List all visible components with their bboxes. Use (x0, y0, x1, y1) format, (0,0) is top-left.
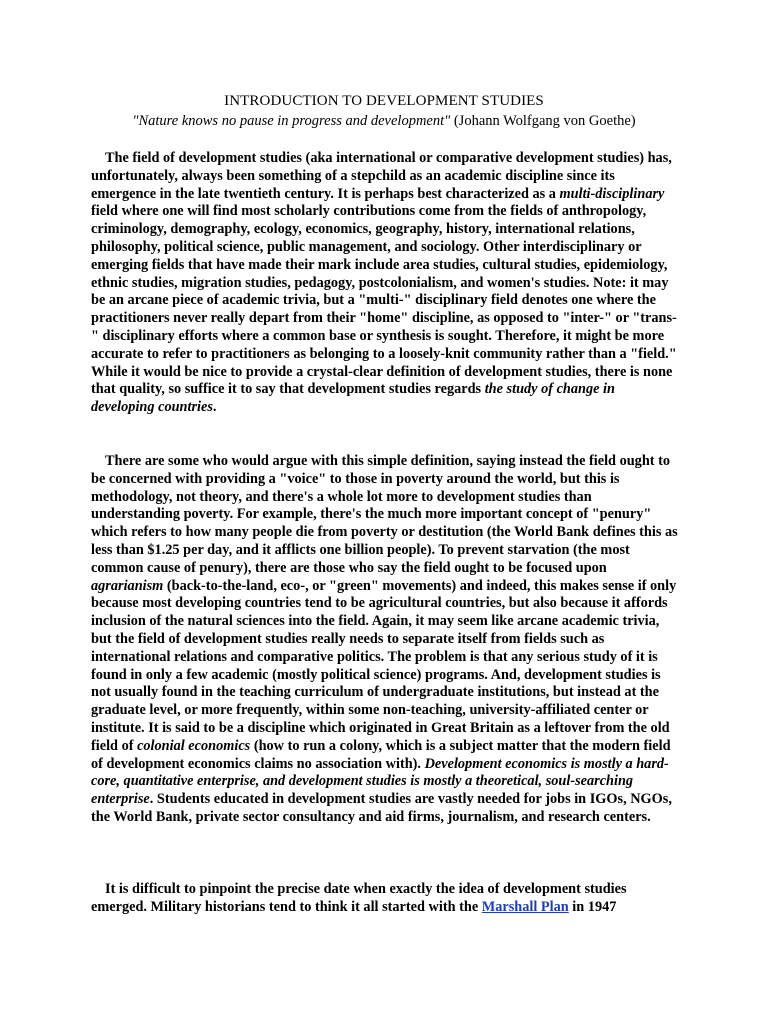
paragraph-1-segment: field where one will find most scholarly contributions come from the fields of anthropology, criminology, demography, ecology, economics, geography, history, international relations, philosophy, political science, public management, and sociology. Other interdisciplinary or emerging fields that have made their mark include area studies, cultural studies, epidemiology, ethnic studies, migration studies, pedagogy, postcolonialism, and women's studies. Note: it may be an arcane piece of academic trivia, but a "multi-" disciplinary field denotes one where the practitioners never really depart from their "home" discipline, as opposed to "inter-" or "trans-" disciplinary efforts where a common base or synthesis is sought. Therefore, it might be more accurate to refer to practitioners as belonging to a loosely-knit community rather than a "field." While it would be nice to provide a crystal-clear definition of development studies, there is none that quality, so suffice it to say that development studies regards (91, 203, 677, 398)
epigraph-quote: "Nature knows no pause in progress and development" (132, 113, 451, 129)
paragraph-2-segment: (how to run a colony, which is a subject matter that the modern field of development economics claims no association with). (91, 737, 671, 772)
paragraph-3-segment: It is difficult to pinpoint the precise date when exactly the idea of development studies emerged. Military historians tend to think it all started with the (91, 881, 627, 915)
document-title: INTRODUCTION TO DEVELOPMENT STUDIES (224, 93, 544, 109)
paragraph-1-segment: . (212, 399, 217, 416)
paragraph-2-italic-term: colonial economics (137, 737, 251, 754)
paragraph-2-segment: . Students educated in development studies are vastly needed for jobs in IGOs, NGOs, the World Bank, private sector consultancy and aid firms, journalism, and research centers. (91, 791, 672, 825)
paragraph-3-segment: in 1947 (568, 898, 617, 915)
paragraph-2-segment: There are some who would argue with this simple definition, saying instead the field ought to be concerned with providing a "voice" to those in poverty around the world, but this is methodology, not theory, and there's a whole lot more to development studies than understanding poverty. For example, there's the much more important concept of "penury" which refers to how many people die from poverty or destitution (the World Bank defines this as less than $1.25 per day, and it afflicts one billion people). To prevent starvation (the most common cause of penury), there are those who say the field ought to be focused upon (91, 453, 678, 576)
paragraph-2-segment: (back-to-the-land, eco-, or "green" movements) and indeed, this makes sense if only because most developing countries tend to be agricultural countries, but also because it affords inclusion of the natural sciences into the field. Again, it may seem like arcane academic trivia, but the field of development studies really needs to separate itself from fields such as international relations and comparative politics. The problem is that any serious study of it is found in only a few academic (mostly political science) programs. And, development studies is not usually found in the teaching curriculum of undergraduate institutions, but instead at the graduate level, or more frequently, within some non-teaching, university-affiliated center or institute. It is said to be a discipline which originated in Great Britain as a leftover from the old field of (91, 577, 677, 754)
marshall-plan-link[interactable]: Marshall Plan (481, 898, 569, 915)
paragraph-2-italic-term: agrarianism (91, 577, 164, 594)
paragraph-1 (91, 150, 681, 417)
paragraph-3 (91, 881, 681, 917)
paragraph-1-italic-definition: the study of change in developing countries (91, 381, 615, 416)
epigraph (0, 113, 768, 130)
epigraph-attribution: (Johann Wolfgang von Goethe) (450, 113, 636, 129)
paragraph-1-segment: The field of development studies (aka international or comparative development studies) has, unfortunately, always been something of a stepchild as an academic discipline since its emergence in the late twentieth century. It is perhaps best characterized as a (91, 150, 672, 202)
paragraph-2 (91, 453, 681, 827)
paragraph-1-italic-term: multi-disciplinary (559, 185, 665, 202)
paragraph-2-italic-statement: Development economics is mostly a hard-core, quantitative enterprise, and development studies is mostly a theoretical, soul-searching enterprise (91, 755, 669, 808)
